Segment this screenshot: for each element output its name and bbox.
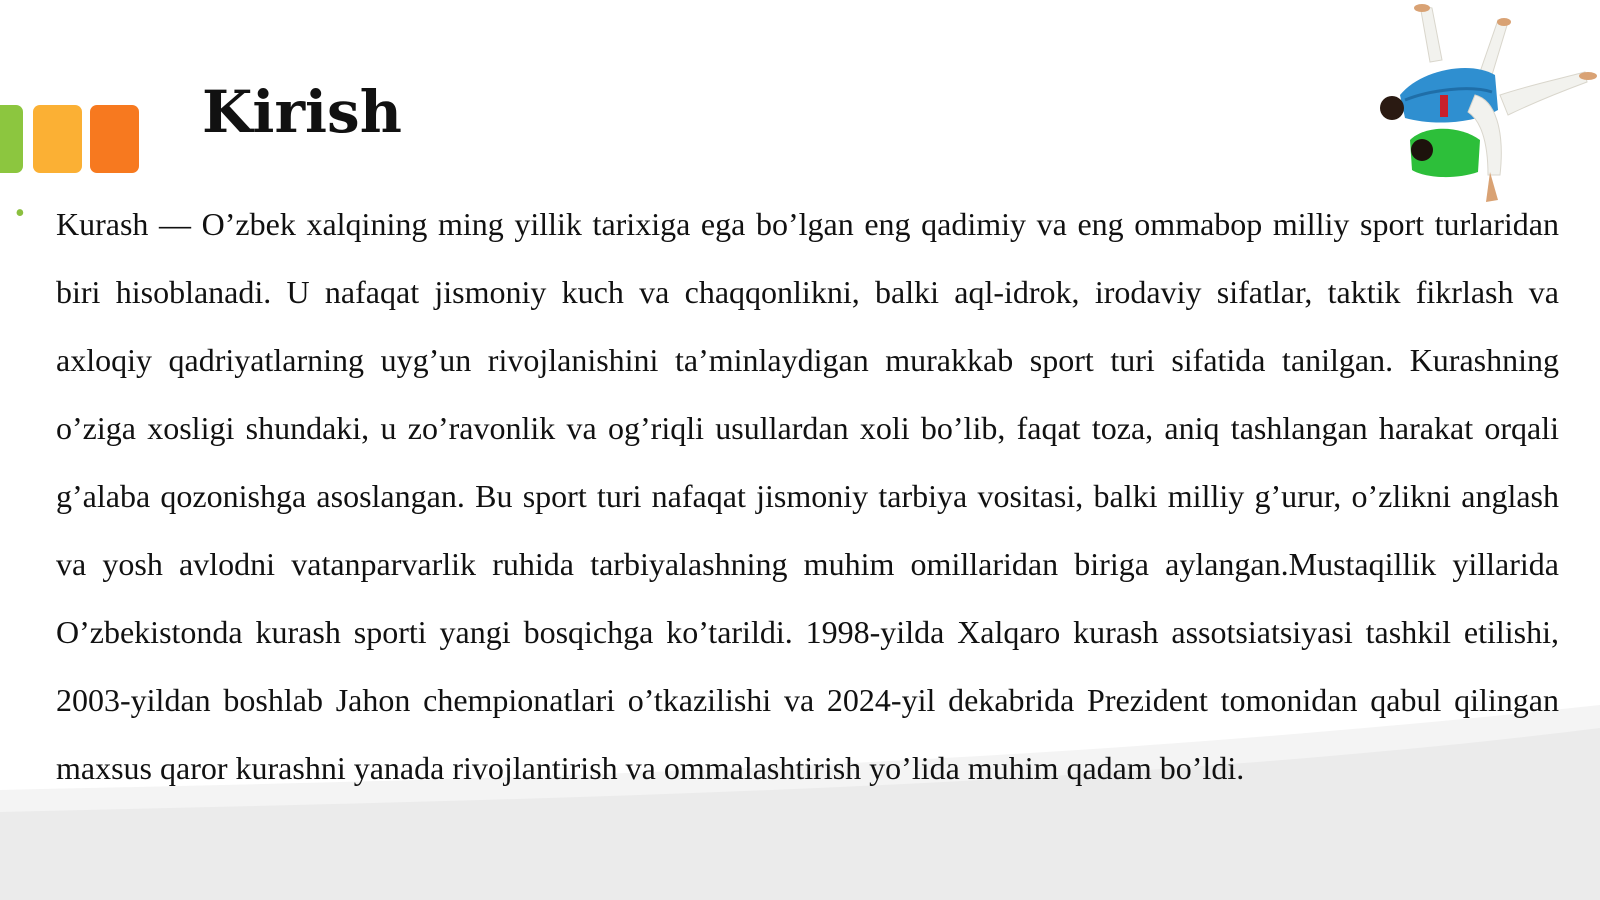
wrestlers-icon	[1380, 0, 1600, 215]
accent-blocks-icon	[0, 105, 150, 175]
accent-block-green	[0, 105, 23, 173]
slide-title: Kirish	[202, 78, 402, 146]
body-paragraph: Kurash — O’zbek xalqining ming yillik tarixiga ega bo’lgan eng qadimiy va eng ommabop milliy sport turlaridan biri hisoblanadi. U nafaqat jismoniy kuch va chaqqonlikni, balki aql-idrok, irodaviy sifatlar, taktik fikrlash va axloqiy qadriyatlarning uyg’un rivojlanishini ta’minlaydigan murakkab sport turi sifatida tanilgan. Kurashning o’ziga xosligi shundaki, u zo’ravonlik va og’riqli usullardan xoli bo’lib, faqat toza, aniq tashlangan harakat orqali g’alaba qozonishga asoslangan. Bu sport turi nafaqat jismoniy tarbiya vositasi, balki milliy g’urur, o’zlikni anglash va yosh avlodni vatanparvarlik ruhida tarbiyalashning muhim omillaridan biriga aylangan.Mustaqillik yillarida O’zbekistonda kurash sporti yangi bosqichga ko’tarildi. 1998-yilda Xalqaro kurash assotsiatsiyasi tashkil etilishi, 2003-yildan boshlab Jahon chempionatlari o’tkazilishi va 2024-yil dekabrida Prezident tomonidan qabul qilingan maxsus qaror kurashni yanada rivojlantirish va ommalashtirish yo’lida muhim qadam bo’ldi.	[56, 206, 1559, 786]
bullet-dot: •	[15, 198, 25, 229]
accent-block-yellow	[33, 105, 82, 173]
content-area	[0, 190, 1600, 802]
accent-block-orange	[90, 105, 139, 173]
bullet-item	[0, 190, 1600, 802]
